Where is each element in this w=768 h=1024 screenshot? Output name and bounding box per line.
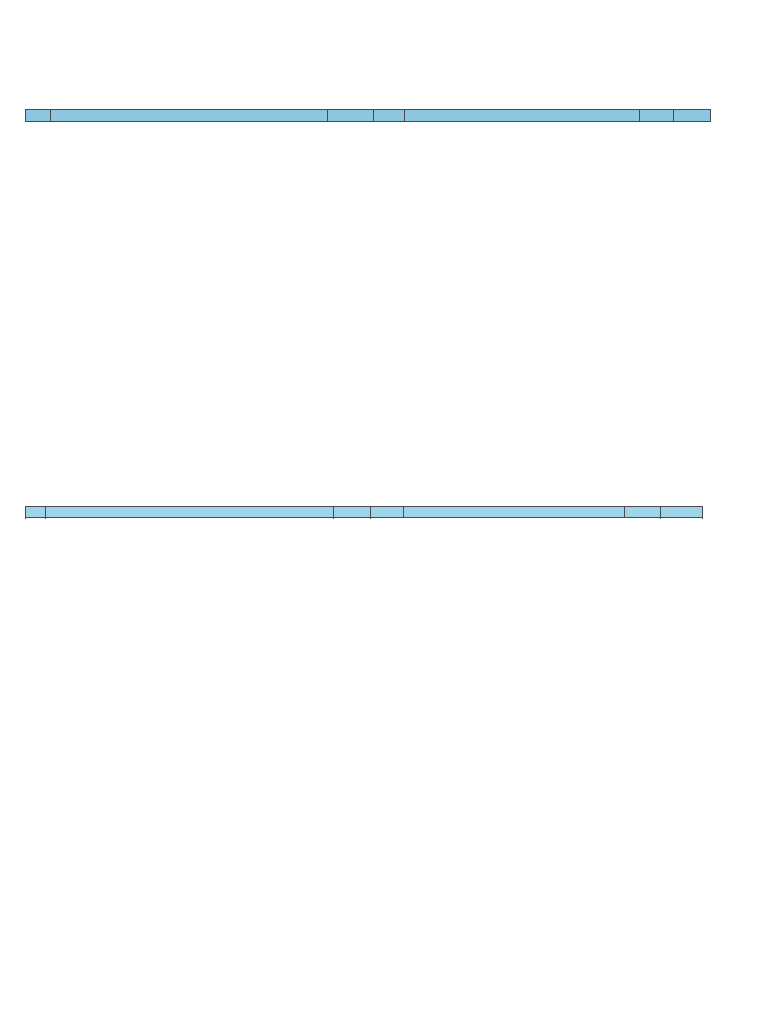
header-upaya — [51, 110, 327, 122]
kia-kb-table — [25, 506, 703, 518]
header-upaya — [46, 507, 334, 518]
header-no — [26, 507, 46, 518]
table-header-row — [26, 110, 711, 122]
header-target — [371, 507, 404, 518]
header-satuan — [327, 110, 373, 122]
header-capaian — [661, 507, 703, 518]
header-jumlah — [639, 110, 674, 122]
promkes-kesling-table — [25, 109, 711, 122]
table-header-row — [26, 507, 703, 518]
header-jumlah — [625, 507, 661, 518]
header-target — [373, 110, 405, 122]
header-capaian — [674, 110, 711, 122]
header-no — [26, 110, 51, 122]
header-cakupan — [405, 110, 639, 122]
header-satuan — [334, 507, 371, 518]
header-cakupan — [404, 507, 625, 518]
